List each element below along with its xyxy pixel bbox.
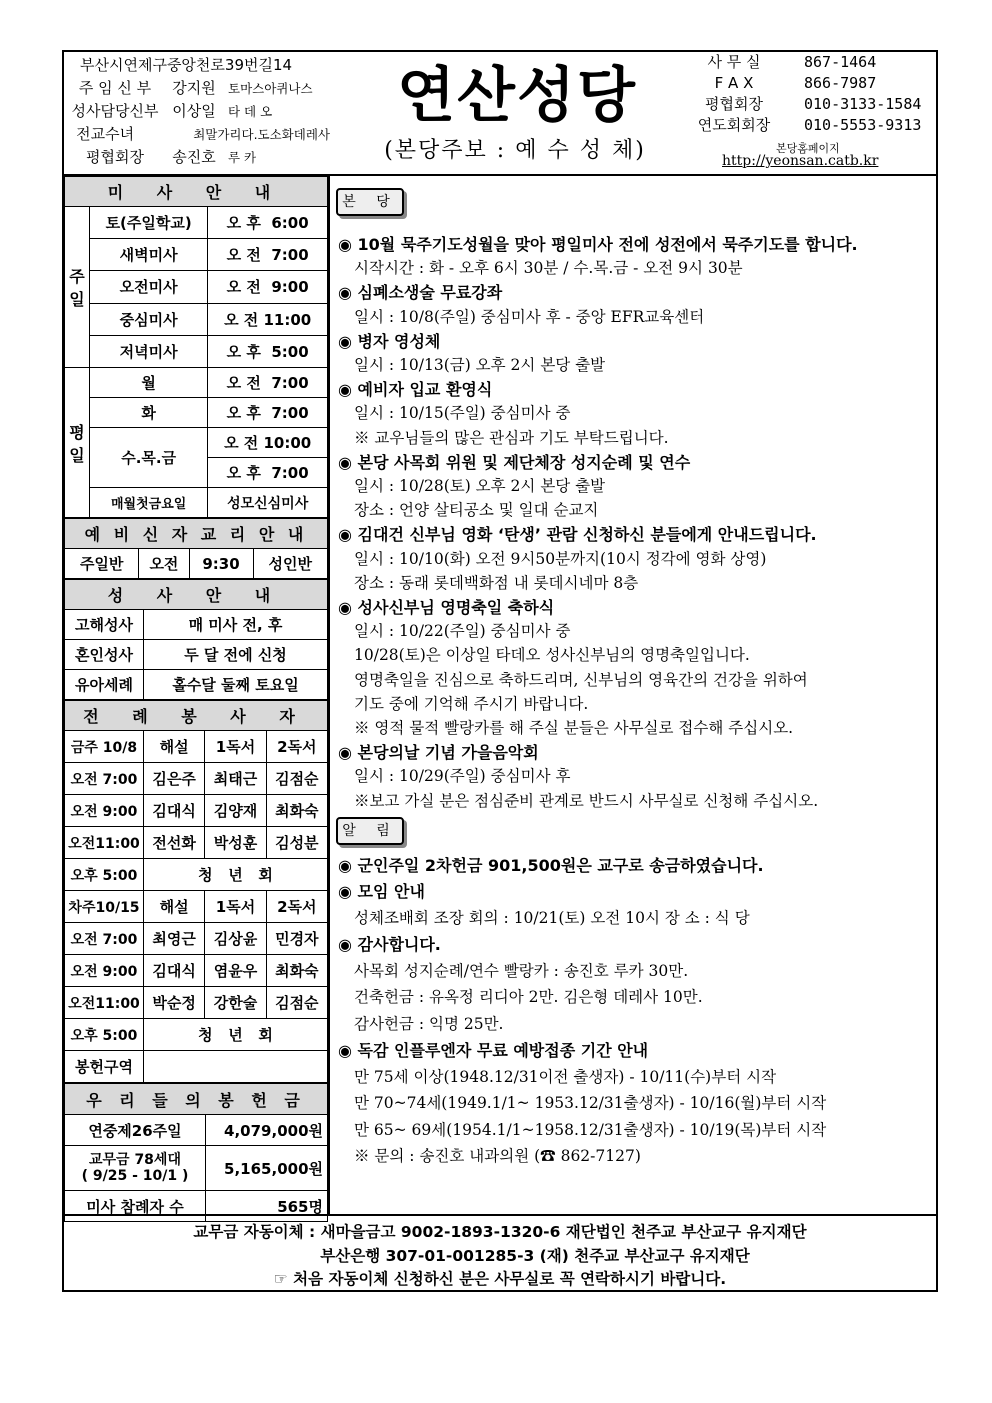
liturgy-row [65, 795, 328, 827]
liturgy-person: 해설 [144, 891, 205, 923]
notice-line: 건축헌금 : 유옥정 리디아 2만. 김은형 데레사 10만. [354, 988, 703, 1007]
mass-name: 화 [90, 398, 208, 428]
offering-amount: 5,165,000원 [206, 1146, 328, 1191]
contact-value: 010-3133-1584 [804, 95, 922, 113]
priest-name: 송진호 [172, 148, 216, 166]
offering-label: 연중제26주일 [65, 1115, 206, 1146]
notice-title: ◉ 모임 안내 [338, 882, 425, 902]
liturgy-group: 청 년 회 [144, 1019, 328, 1051]
notice-line: 만 70~74세(1949.1/1~ 1953.12/31출생자) - 10/16(월)부터 시작 [354, 1094, 827, 1113]
liturgy-person: 최화숙 [266, 795, 327, 827]
mass-time: 오 전 7:00 [208, 368, 328, 398]
notice-line: 사목회 성지순례/연수 빨랑카 : 송진호 루카 30만. [354, 961, 689, 980]
catechumen-cell: 9:30 [189, 549, 253, 579]
liturgy-person: 김상윤 [205, 923, 266, 955]
notice-line: 일시 : 10/22(주일) 중심미사 중 [354, 622, 571, 641]
liturgy-person: 2독서 [266, 891, 327, 923]
liturgy-person: 최영근 [144, 923, 205, 955]
offering-row [65, 1146, 328, 1191]
mass-name: 토(주일학교) [90, 207, 208, 239]
liturgy-time: 오전 7:00 [65, 763, 144, 795]
priest-row [70, 146, 330, 169]
notice-title: ◉ 병자 영성체 [338, 331, 441, 351]
catechumen-row [65, 549, 328, 579]
notice-line: 10/28(토)은 이상일 타데오 성사신부님의 영명축일입니다. [354, 646, 750, 665]
notice-title: ◉ 본당 사목회 위원 및 제단체장 성지순례 및 연수 [338, 452, 691, 472]
notice-line: 일시 : 10/28(토) 오후 2시 본당 출발 [354, 477, 606, 495]
notice-line: 만 65~ 69세(1954.1/1~1958.12/31출생자) - 10/19(목)부터 시작 [354, 1120, 827, 1139]
contact-key: 평협회장 [705, 95, 763, 113]
sacrament-detail: 홀수달 둘째 토요일 [144, 670, 328, 700]
priest-role: 평협회장 [86, 148, 144, 166]
mass-row [65, 335, 328, 367]
offering-amount: 4,079,000원 [206, 1115, 328, 1146]
liturgy-person: 전선화 [144, 827, 205, 859]
mass-heading-row [65, 177, 328, 207]
liturgy-row [65, 955, 328, 987]
notice-line: 감사헌금 : 익명 25만. [354, 1014, 504, 1033]
liturgy-time: 오전11:00 [65, 987, 144, 1019]
liturgy-heading: 전 례 봉 사 자 [65, 701, 328, 731]
liturgy-time: 오후 5:00 [65, 1019, 144, 1051]
mass-name: 수.목.금 [90, 428, 208, 488]
mass-row [65, 488, 328, 518]
notice-line: 일시 : 10/13(금) 오후 2시 본당 출발 [354, 356, 606, 374]
notice-title: ◉ 본당의날 기념 가을음악회 [338, 743, 539, 763]
offertory-value [144, 1051, 328, 1083]
liturgy-person: 염윤우 [205, 955, 266, 987]
notice-title: ◉ 10월 묵주기도성월을 맞아 평일미사 전에 성전에서 묵주기도를 합니다. [338, 235, 858, 254]
liturgy-table [64, 700, 328, 1083]
liturgy-row [65, 763, 328, 795]
contact-row [684, 115, 934, 136]
mass-name: 오전미사 [90, 271, 208, 303]
mass-row [65, 398, 328, 428]
liturgy-person: 박순정 [144, 987, 205, 1019]
priest-role: 전교수녀 [76, 125, 135, 143]
notice-title: ◉ 성사신부님 영명축일 축하식 [338, 598, 555, 617]
mass-name: 저녁미사 [90, 335, 208, 367]
header-info [70, 54, 330, 169]
mass-row [65, 239, 328, 271]
liturgy-time: 오전 7:00 [65, 923, 144, 955]
liturgy-person: 김점순 [266, 987, 327, 1019]
liturgy-row [65, 827, 328, 859]
liturgy-person: 최태근 [205, 763, 266, 795]
mass-time: 오 후 7:00 [208, 458, 328, 488]
mass-time: 오 전 11:00 [208, 303, 328, 335]
liturgy-person: 김성분 [266, 827, 327, 859]
catechumen-cell: 주일반 [65, 549, 139, 579]
column-divider [328, 176, 330, 1214]
liturgy-heading-row [65, 701, 328, 731]
notice-title: ◉ 심폐소생술 무료강좌 [338, 283, 503, 303]
notice-line: 시작시간 : 화 - 오후 6시 30분 / 수.목.금 - 오전 9시 30분 [354, 259, 743, 278]
liturgy-group: 청 년 회 [144, 859, 328, 891]
liturgy-row [65, 859, 328, 891]
offering-heading: 우 리 들 의 봉 헌 금 [65, 1084, 328, 1115]
offering-table [64, 1083, 328, 1222]
mass-table [64, 176, 328, 518]
mass-row [65, 207, 328, 239]
offertory-row [65, 1051, 328, 1083]
catechumen-heading: 예 비 신 자 교 리 안 내 [65, 519, 328, 549]
mass-row [65, 303, 328, 335]
offertory-label: 봉헌구역 [65, 1051, 144, 1083]
liturgy-time: 차주10/15 [65, 891, 144, 923]
footer-line-3: ☞ 처음 자동이체 신청하신 분은 사무실로 꼭 연락하시기 바랍니다. [273, 1270, 727, 1288]
priest-role: 성사담당신부 [71, 102, 159, 120]
page-subtitle: (본당주보 : 예 수 성 체) [384, 138, 646, 163]
contact-value: 866-7987 [804, 74, 877, 92]
page-title: 연산성당 [397, 61, 637, 131]
priest-name: 강지원 [172, 79, 216, 97]
sacrament-name: 유아세례 [65, 670, 144, 700]
homepage-label: 본당홈페이지 [776, 142, 840, 155]
sacrament-table [64, 579, 328, 700]
liturgy-row [65, 987, 328, 1019]
notice-line: ※ 영적 물적 빨랑카를 해 주실 분들은 사무실로 접수해 주십시오. [354, 719, 794, 737]
liturgy-person: 2독서 [266, 731, 327, 763]
mass-time: 성모신심미사 [208, 488, 328, 518]
liturgy-person: 김대식 [144, 955, 205, 987]
notice-line: ※보고 가실 분은 점심준비 관계로 반드시 사무실로 신청해 주십시오. [354, 791, 819, 810]
mass-heading: 미 사 안 내 [65, 177, 328, 207]
liturgy-person: 해설 [144, 731, 205, 763]
notice-line: 영명축일을 진심으로 축하드리며, 신부님의 영육간의 건강을 위하여 [354, 670, 808, 689]
liturgy-person: 박성훈 [205, 827, 266, 859]
offering-label: 미사 참례자 수 [65, 1191, 206, 1222]
liturgy-person: 민경자 [266, 923, 327, 955]
priest-role: 주 임 신 부 [78, 79, 152, 97]
liturgy-person: 강한술 [205, 987, 266, 1019]
notice-line: 장소 : 동래 롯데백화점 내 롯데시네마 8층 [354, 573, 639, 592]
priest-saint: 루 카 [228, 150, 257, 165]
contact-value: 867-1464 [804, 53, 877, 71]
priest-saint: 타 데 오 [228, 104, 273, 119]
notice-line: 일시 : 10/15(주일) 중심미사 중 [354, 404, 571, 423]
notice-line: 일시 : 10/8(주일) 중심미사 후 - 중앙 EFR교육센터 [354, 307, 705, 326]
mass-time: 오 후 5:00 [208, 335, 328, 367]
liturgy-time: 오전 9:00 [65, 795, 144, 827]
notice-title: ◉ 감사합니다. [338, 935, 441, 955]
offering-heading-row [65, 1084, 328, 1115]
sacrament-heading-row [65, 580, 328, 610]
mass-time: 오 전 10:00 [208, 428, 328, 458]
mass-name: 월 [90, 368, 208, 398]
contact-key: 사 무 실 [707, 53, 761, 71]
offering-row [65, 1115, 328, 1146]
mass-name: 새벽미사 [90, 239, 208, 271]
mass-time: 오 전 7:00 [208, 239, 328, 271]
mass-name: 매월첫금요일 [90, 488, 208, 518]
liturgy-row [65, 923, 328, 955]
weekday-label: 평 일 [65, 368, 90, 518]
footer-line-1: 교무금 자동이체 : 새마을금고 9002-1893-1320-6 재단법인 천주교 부산교구 유지재단 [193, 1223, 807, 1241]
notice-line: 장소 : 언양 살티공소 및 일대 순교지 [354, 501, 599, 520]
liturgy-row [65, 731, 328, 763]
catechumen-table [64, 518, 328, 579]
liturgy-person: 1독서 [205, 891, 266, 923]
mass-time: 오 전 9:00 [208, 271, 328, 303]
homepage-link[interactable]: http://yeonsan.catb.kr [722, 153, 879, 169]
liturgy-time: 오후 5:00 [65, 859, 144, 891]
contact-list [684, 52, 934, 136]
contact-row [684, 73, 934, 94]
offering-amount: 565명 [206, 1191, 328, 1222]
sacrament-detail: 매 미사 전, 후 [144, 610, 328, 640]
left-column [64, 176, 328, 1222]
mass-name: 중심미사 [90, 303, 208, 335]
notice-line: 성체조배회 조장 회의 : 10/21(토) 오전 10시 장 소 : 식 당 [354, 908, 750, 927]
liturgy-person: 김점순 [266, 763, 327, 795]
contact-key: 연도회회장 [697, 116, 771, 134]
liturgy-person: 1독서 [205, 731, 266, 763]
liturgy-row [65, 1019, 328, 1051]
sacrament-name: 혼인성사 [65, 640, 144, 670]
sacrament-heading: 성 사 안 내 [65, 580, 328, 610]
priest-row [70, 77, 330, 100]
liturgy-row [65, 891, 328, 923]
offering-label: 교무금 78세대 ( 9/25 - 10/1 ) [65, 1146, 206, 1191]
notice-title: ◉ 예비자 입교 환영식 [338, 380, 493, 400]
priest-name [140, 123, 193, 146]
liturgy-time: 오전11:00 [65, 827, 144, 859]
mass-row [65, 428, 328, 458]
contact-value: 010-5553-9313 [804, 116, 922, 134]
liturgy-person: 김양재 [205, 795, 266, 827]
notice-title: ◉ 김대건 신부님 영화 ‘탄생’ 관람 신청하신 분들에게 안내드립니다. [338, 525, 817, 545]
mass-time: 오 후 6:00 [208, 207, 328, 239]
footer-line-2: 부산은행 307-01-001285-3 (재) 천주교 부산교구 유지재단 [320, 1247, 750, 1265]
priest-saint: 토마스아퀴나스 [228, 81, 313, 96]
sacrament-row [65, 640, 328, 670]
notice-line: ※ 문의 : 송진호 내과의원 (☎ 862-7127) [354, 1147, 641, 1166]
mass-time: 오 후 7:00 [208, 398, 328, 428]
liturgy-time: 금주 10/8 [65, 731, 144, 763]
notice-title: ◉ 군인주일 2차헌금 901,500원은 교구로 송금하였습니다. [338, 855, 764, 875]
liturgy-person: 김대식 [144, 795, 205, 827]
priest-list [70, 77, 330, 169]
mass-row [65, 368, 328, 398]
notice-line: 만 75세 이상(1948.12/31이전 출생자) - 10/11(수)부터 시작 [354, 1067, 777, 1086]
catechumen-cell: 오전 [139, 549, 189, 579]
sunday-label: 주 일 [65, 207, 90, 368]
priest-saint: 최말가리다.도소화데레사 [193, 127, 330, 142]
address: 부산시연제구중앙천로39번길14 [80, 56, 293, 74]
priest-name: 이상일 [172, 102, 216, 120]
liturgy-person: 김은주 [144, 763, 205, 795]
liturgy-person: 최화숙 [266, 955, 327, 987]
notice-title: ◉ 독감 인플루엔자 무료 예방접종 기간 안내 [338, 1041, 649, 1061]
notice-line: 기도 중에 기억해 주시기 바랍니다. [354, 694, 589, 713]
notice-line: 일시 : 10/10(화) 오전 9시50분까지(10시 정각에 영화 상영) [354, 549, 767, 568]
catechumen-cell: 성인반 [253, 549, 327, 579]
contact-row [684, 52, 934, 73]
liturgy-time: 오전 9:00 [65, 955, 144, 987]
catechumen-heading-row [65, 519, 328, 549]
contact-row [684, 94, 934, 115]
parish-section-tag: 본 당 [336, 188, 404, 216]
notice-line: ※ 교우님들의 많은 관심과 기도 부탁드립니다. [354, 428, 669, 447]
sacrament-row [65, 670, 328, 700]
offering-row [65, 1191, 328, 1222]
sacrament-detail: 두 달 전에 신청 [144, 640, 328, 670]
priest-row [70, 100, 330, 123]
mass-row [65, 271, 328, 303]
priest-row [70, 123, 330, 146]
sacrament-row [65, 610, 328, 640]
notice-line: 일시 : 10/29(주일) 중심미사 후 [354, 767, 571, 786]
sacrament-name: 고해성사 [65, 610, 144, 640]
notice-section-tag: 알 림 [336, 817, 404, 845]
contact-key: F A X [714, 74, 754, 92]
